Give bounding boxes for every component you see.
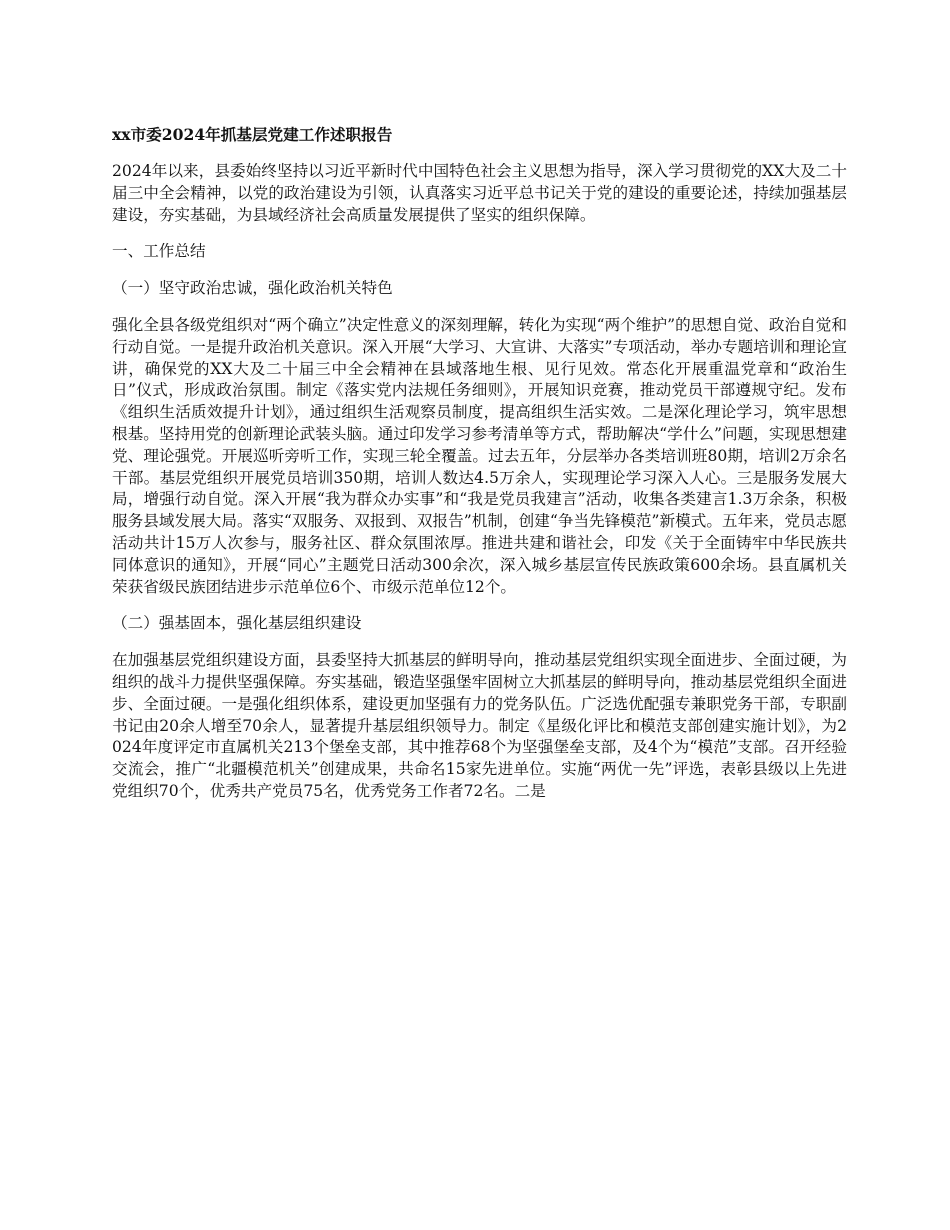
intro-paragraph: 2024年以来，县委始终坚持以习近平新时代中国特色社会主义思想为指导，深入学习贯彻党的XX大及二十届三中全会精神，以党的政治建设为引领，认真落实习近平总书记关于党的建设的重要论述，持续加强基层建设，夯实基础，为县域经济社会高质量发展提供了坚实的组织保障。 — [112, 162, 847, 224]
document-title: xx市委2024年抓基层党建工作述职报告 — [112, 125, 393, 144]
subsection-heading-grassroots: （二）强基固本，强化基层组织建设 — [112, 614, 362, 633]
subsection-heading-political-loyalty: （一）坚守政治忠诚，强化政治机关特色 — [112, 279, 393, 298]
body-paragraph-grassroots: 在加强基层党组织建设方面，县委坚持大抓基层的鲜明导向，推动基层党组织实现全面进步、全面过硬，为组织的战斗力提供坚强保障。夯实基础，锻造坚强堡牢固树立大抓基层的鲜明导向，推动基层党组织全面进步、全面过硬。一是强化组织体系，建设更加坚强有力的党务队伍。广泛选优配强专兼职党务干部，专职副书记由20余人增至70余人，显著提升基层组织领导力。制定《星级化评比和模范支部创建实施计划》，为2024年度评定市直属机关213个堡垒支部，其中推荐68个为坚强堡垒支部，及4个为“模范”支部。召开经验交流会，推广“北疆模范机关”创建成果，共命名15家先进单位。实施“两优一先”评选，表彰县级以上先进党组织70个，优秀共产党员75名，优秀党务工作者72名。二是 — [112, 651, 847, 800]
section-heading-work-summary: 一、工作总结 — [112, 242, 206, 261]
body-paragraph-political-loyalty: 强化全县各级党组织对“两个确立”决定性意义的深刻理解，转化为实现“两个维护”的思想自觉、政治自觉和行动自觉。一是提升政治机关意识。深入开展“大学习、大宣讲、大落实”专项活动，举办专题培训和理论宣讲，确保党的XX大及二十届三中全会精神在县域落地生根、见行见效。常态化开展重温党章和“政治生日”仪式，形成政治氛围。制定《落实党内法规任务细则》，开展知识竞赛，推动党员干部遵规守纪。发布《组织生活质效提升计划》，通过组织生活观察员制度，提高组织生活实效。二是深化理论学习，筑牢思想根基。坚持用党的创新理论武装头脑。通过印发学习参考清单等方式，帮助解决“学什么”问题，实现思想建党、理论强党。开展巡听旁听工作，实现三轮全覆盖。过去五年，分层举办各类培训班80期，培训2万余名干部。基层党组织开展党员培训350期，培训人数达4.5万余人，实现理论学习深入人心。三是服务发展大局，增强行动自觉。深入开展“我为群众办实事”和“我是党员我建言”活动，收集各类建言1.3万余条，积极服务县域发展大局。落实“双服务、双报到、双报告”机制，创建“争当先锋模范”新模式。五年来，党员志愿活动共计15万人次参与，服务社区、群众氛围浓厚。推进共建和谐社会，印发《关于全面铸牢中华民族共同体意识的通知》，开展“同心”主题党日活动300余次，深入城乡基层宣传民族政策600余场。县直属机关荣获省级民族团结进步示范单位6个、市级示范单位12个。 — [112, 315, 847, 596]
document-page — [112, 124, 847, 818]
